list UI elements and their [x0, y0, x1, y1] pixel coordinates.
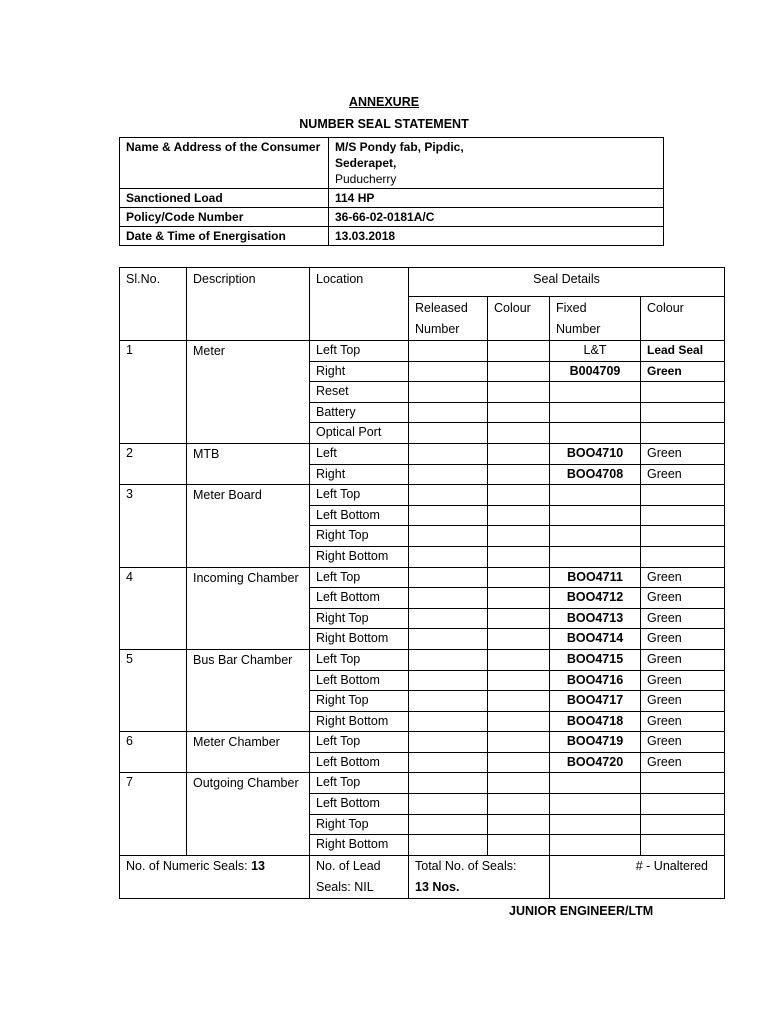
item-location: Left Top — [310, 485, 409, 506]
fixed-colour — [641, 773, 725, 794]
table-row — [120, 341, 725, 362]
fixed-number — [550, 423, 641, 444]
released-colour — [488, 629, 550, 650]
released-number — [409, 567, 488, 588]
fixed-number: BOO4708 — [550, 464, 641, 485]
released-colour — [488, 794, 550, 815]
fixed-number — [550, 402, 641, 423]
fixed-colour: Green — [641, 649, 725, 670]
consumer-line-2: Sederapet, — [335, 156, 397, 170]
item-location: Right Top — [310, 608, 409, 629]
code-value: 36-66-02-0181A/C — [329, 208, 664, 227]
released-number — [409, 773, 488, 794]
fixed-colour — [641, 505, 725, 526]
item-number: 5 — [120, 649, 187, 731]
fixed-number: BOO4716 — [550, 670, 641, 691]
released-number — [409, 341, 488, 362]
released-number — [409, 670, 488, 691]
date-label: Date & Time of Energisation — [120, 227, 329, 246]
consumer-label: Name & Address of the Consumer — [120, 138, 329, 189]
item-description: Meter Chamber — [187, 732, 310, 773]
released-number — [409, 382, 488, 403]
released-number — [409, 485, 488, 506]
numeric-seals-value: 13 — [251, 858, 265, 873]
item-location: Left Bottom — [310, 794, 409, 815]
item-number: 2 — [120, 443, 187, 484]
item-location: Right Top — [310, 691, 409, 712]
item-location: Left Top — [310, 773, 409, 794]
released-number — [409, 711, 488, 732]
consumer-line-1: M/S Pondy fab, Pipdic, — [335, 140, 464, 154]
fixed-number: BOO4713 — [550, 608, 641, 629]
consumer-value — [329, 138, 664, 189]
item-location: Left Bottom — [310, 670, 409, 691]
released-colour — [488, 752, 550, 773]
released-number — [409, 835, 488, 856]
table-row — [120, 732, 725, 753]
header-row — [120, 268, 725, 297]
item-number: 4 — [120, 567, 187, 649]
released-colour — [488, 382, 550, 403]
fixed-number — [550, 382, 641, 403]
item-location: Left Top — [310, 567, 409, 588]
header-colour-fixed: Colour — [641, 297, 725, 341]
fixed-colour: Lead Seal — [641, 341, 725, 362]
statement-title: NUMBER SEAL STATEMENT — [299, 117, 469, 131]
total-seals-cell — [409, 855, 550, 898]
released-colour — [488, 443, 550, 464]
released-number — [409, 423, 488, 444]
released-number — [409, 732, 488, 753]
signature-designation: JUNIOR ENGINEER/LTM — [509, 904, 654, 918]
header-slno: Sl.No. — [120, 268, 187, 341]
released-number — [409, 505, 488, 526]
seal-table — [119, 267, 725, 899]
fixed-number — [550, 794, 641, 815]
fixed-colour: Green — [641, 670, 725, 691]
total-seals-value: 13 Nos. — [415, 879, 460, 894]
item-location: Left Bottom — [310, 505, 409, 526]
table-row — [120, 443, 725, 464]
fixed-colour — [641, 485, 725, 506]
unaltered-note: # - Unaltered — [550, 855, 725, 898]
released-number — [409, 691, 488, 712]
table-row — [120, 649, 725, 670]
released-colour — [488, 464, 550, 485]
fixed-number — [550, 814, 641, 835]
item-location: Optical Port — [310, 423, 409, 444]
item-location: Left — [310, 443, 409, 464]
released-colour — [488, 711, 550, 732]
item-location: Battery — [310, 402, 409, 423]
fixed-number — [550, 485, 641, 506]
numeric-seals-label: No. of Numeric Seals: — [126, 858, 248, 873]
released-number — [409, 361, 488, 382]
item-location: Reset — [310, 382, 409, 403]
header-seal-details: Seal Details — [409, 268, 725, 297]
item-location: Right Bottom — [310, 711, 409, 732]
header-fixed-number: Fixed Number — [550, 297, 641, 341]
released-colour — [488, 341, 550, 362]
fixed-number — [550, 526, 641, 547]
released-number — [409, 794, 488, 815]
released-number — [409, 649, 488, 670]
released-colour — [488, 814, 550, 835]
released-number — [409, 546, 488, 567]
item-location: Left Bottom — [310, 588, 409, 609]
fixed-colour: Green — [641, 361, 725, 382]
item-location: Left Top — [310, 341, 409, 362]
released-colour — [488, 773, 550, 794]
fixed-colour: Green — [641, 629, 725, 650]
fixed-colour: Green — [641, 464, 725, 485]
item-location: Right Bottom — [310, 835, 409, 856]
fixed-number: L&T — [550, 341, 641, 362]
item-number: 3 — [120, 485, 187, 567]
released-colour — [488, 588, 550, 609]
fixed-number: BOO4720 — [550, 752, 641, 773]
item-description: Outgoing Chamber — [187, 773, 310, 855]
consumer-info-table — [119, 137, 664, 246]
released-colour — [488, 608, 550, 629]
released-number — [409, 588, 488, 609]
fixed-number: BOO4710 — [550, 443, 641, 464]
table-row — [120, 773, 725, 794]
released-number — [409, 814, 488, 835]
lead-seals-cell: No. of Lead Seals: NIL — [310, 855, 409, 898]
date-value: 13.03.2018 — [329, 227, 664, 246]
fixed-colour — [641, 382, 725, 403]
load-label: Sanctioned Load — [120, 189, 329, 208]
released-colour — [488, 567, 550, 588]
fixed-colour — [641, 526, 725, 547]
date-row — [120, 227, 664, 246]
released-colour — [488, 361, 550, 382]
item-location: Right — [310, 464, 409, 485]
table-row — [120, 485, 725, 506]
item-location: Right Bottom — [310, 546, 409, 567]
total-seals-label: Total No. of Seals: — [415, 858, 517, 873]
fixed-colour — [641, 835, 725, 856]
fixed-number: BOO4719 — [550, 732, 641, 753]
item-location: Right Top — [310, 526, 409, 547]
item-description: MTB — [187, 443, 310, 484]
consumer-line-3: Puducherry — [335, 172, 397, 186]
fixed-colour — [641, 402, 725, 423]
fixed-number: BOO4714 — [550, 629, 641, 650]
fixed-colour: Green — [641, 443, 725, 464]
fixed-number: B004709 — [550, 361, 641, 382]
fixed-number — [550, 773, 641, 794]
code-row — [120, 208, 664, 227]
fixed-colour: Green — [641, 608, 725, 629]
item-description: Meter — [187, 341, 310, 444]
fixed-number — [550, 546, 641, 567]
header-released-number: Released Number — [409, 297, 488, 341]
item-number: 1 — [120, 341, 187, 444]
fixed-colour: Green — [641, 752, 725, 773]
fixed-colour — [641, 546, 725, 567]
fixed-number: BOO4715 — [550, 649, 641, 670]
footer-row — [120, 855, 725, 898]
fixed-number: BOO4711 — [550, 567, 641, 588]
fixed-colour — [641, 423, 725, 444]
released-colour — [488, 732, 550, 753]
fixed-number — [550, 505, 641, 526]
fixed-colour — [641, 794, 725, 815]
fixed-colour: Green — [641, 588, 725, 609]
released-colour — [488, 402, 550, 423]
item-location: Right — [310, 361, 409, 382]
header-description: Description — [187, 268, 310, 341]
load-row — [120, 189, 664, 208]
released-colour — [488, 835, 550, 856]
released-colour — [488, 649, 550, 670]
item-description: Incoming Chamber — [187, 567, 310, 649]
item-location: Left Top — [310, 732, 409, 753]
numeric-seals-cell — [120, 855, 310, 898]
item-number: 6 — [120, 732, 187, 773]
fixed-number: BOO4718 — [550, 711, 641, 732]
code-label: Policy/Code Number — [120, 208, 329, 227]
fixed-colour — [641, 814, 725, 835]
released-colour — [488, 546, 550, 567]
released-colour — [488, 485, 550, 506]
released-colour — [488, 526, 550, 547]
released-number — [409, 629, 488, 650]
item-location: Right Top — [310, 814, 409, 835]
released-number — [409, 752, 488, 773]
item-location: Right Bottom — [310, 629, 409, 650]
item-number: 7 — [120, 773, 187, 855]
released-number — [409, 402, 488, 423]
released-number — [409, 443, 488, 464]
fixed-number: BOO4712 — [550, 588, 641, 609]
fixed-colour: Green — [641, 567, 725, 588]
table-row — [120, 567, 725, 588]
fixed-number: BOO4717 — [550, 691, 641, 712]
consumer-row — [120, 138, 664, 189]
item-location: Left Bottom — [310, 752, 409, 773]
released-colour — [488, 670, 550, 691]
item-description: Meter Board — [187, 485, 310, 567]
released-number — [409, 608, 488, 629]
released-colour — [488, 505, 550, 526]
fixed-colour: Green — [641, 711, 725, 732]
fixed-colour: Green — [641, 732, 725, 753]
fixed-number — [550, 835, 641, 856]
released-number — [409, 526, 488, 547]
released-colour — [488, 423, 550, 444]
load-value: 114 HP — [329, 189, 664, 208]
header-colour-released: Colour — [488, 297, 550, 341]
fixed-colour: Green — [641, 691, 725, 712]
header-location: Location — [310, 268, 409, 341]
annexure-heading: ANNEXURE — [348, 95, 420, 109]
item-location: Left Top — [310, 649, 409, 670]
released-number — [409, 464, 488, 485]
item-description: Bus Bar Chamber — [187, 649, 310, 731]
released-colour — [488, 691, 550, 712]
